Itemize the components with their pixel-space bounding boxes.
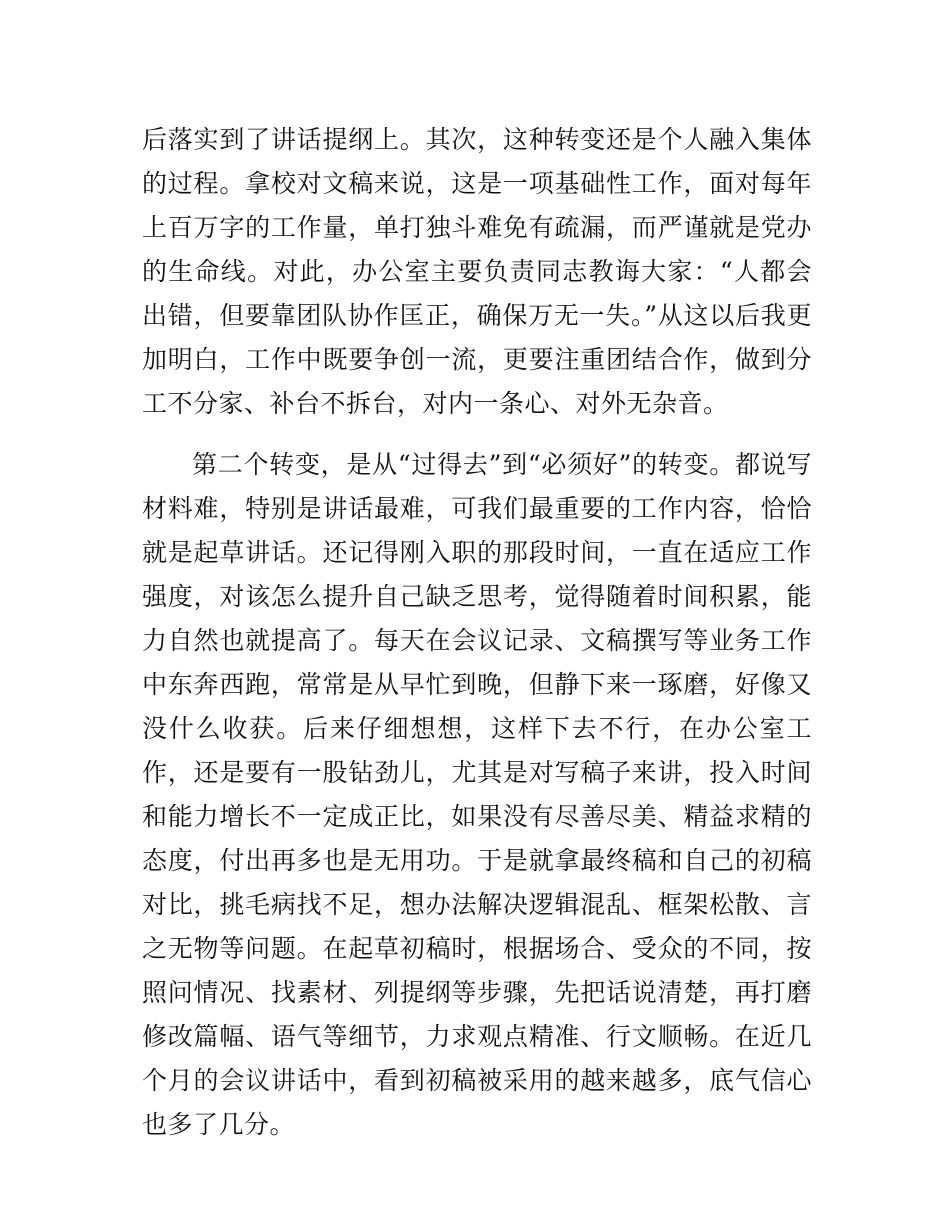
paragraph-2: 第二个转变，是从“过得去”到“必须好”的转变。都说写材料难，特别是讲话最难，可我们最重要的工作内容，恰恰就是起草讲话。还记得刚入职的那段时间，一直在适应工作强度，对该怎么提升自己缺乏思考，觉得随着时间积累，能力自然也就提高了。每天在会议记录、文稿撰写等业务工作中东奔西跑，常常是从早忙到晚，但静下来一琢磨，好像又没什么收获。后来仔细想想，这样下去不行，在办公室工作，还是要有一股钻劲儿，尤其是对写稿子来讲，投入时间和能力增长不一定成正比，如果没有尽善尽美、精益求精的态度，付出再多也是无用功。于是就拿最终稿和自己的初稿对比，挑毛病找不足，想办法解决逻辑混乱、框架松散、言之无物等问题。在起草初稿时，根据场合、受众的不同，按照问情况、找素材、列提纲等步骤，先把话说清楚，再打磨修改篇幅、语气等细节，力求观点精准、行文顺畅。在近几个月的会议讲话中，看到初稿被采用的越来越多，底气信心也多了几分。: [142, 450, 812, 1139]
document-body: [142, 118, 812, 1147]
paragraph-1: 后落实到了讲话提纲上。其次，这种转变还是个人融入集体的过程。拿校对文稿来说，这是一项基础性工作，面对每年上百万字的工作量，单打独斗难免有疏漏，而严谨就是党办的生命线。对此，办公室主要负责同志教诲大家：“人都会出错，但要靠团队协作匡正，确保万无一失。”从这以后我更加明白，工作中既要争创一流，更要注重团结合作，做到分工不分家、补台不拆台，对内一条心、对外无杂音。: [142, 125, 812, 418]
